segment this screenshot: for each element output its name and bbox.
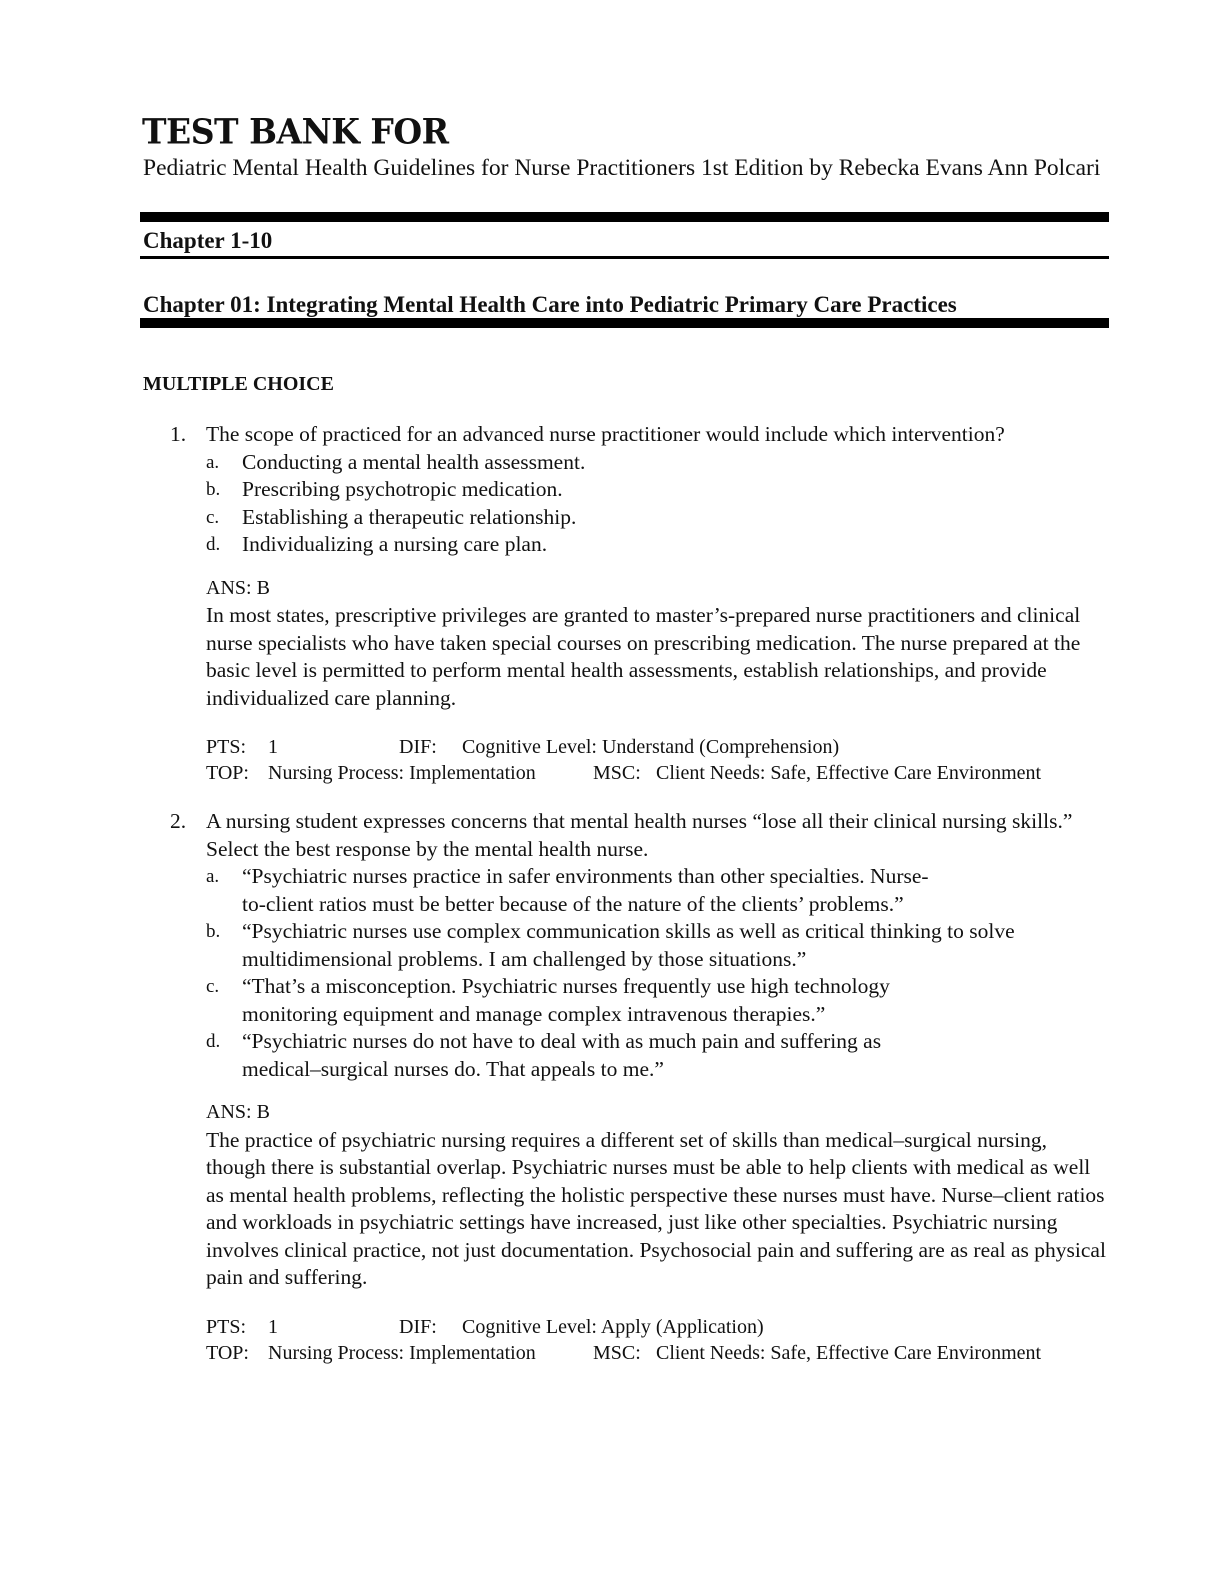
pts-value: 1 xyxy=(268,736,278,758)
chapter-title: Chapter 01: Integrating Mental Health Care into Pediatric Primary Care Practices xyxy=(143,292,957,317)
question-number: 2. xyxy=(170,809,187,833)
option-letter: b. xyxy=(206,479,221,500)
top-value: Nursing Process: Implementation xyxy=(268,762,536,784)
option-letter: b. xyxy=(206,921,221,942)
meta-row-2 xyxy=(206,1340,1110,1366)
dif-value: Cognitive Level: Apply (Application) xyxy=(462,1315,764,1338)
option-text: “Psychiatric nurses practice in safer environments than other specialties. Nurse-to-client ratios must be better because of the nature of the clients’ problems.” xyxy=(242,864,929,916)
chapter-rule xyxy=(140,318,1109,328)
option-letter: a. xyxy=(206,451,220,473)
question-metadata xyxy=(206,1314,1110,1366)
option-letter: d. xyxy=(206,1031,221,1052)
test-bank-title: TEST BANK FOR xyxy=(142,111,449,152)
option-letter: c. xyxy=(206,976,220,997)
question-text: The scope of practiced for an advanced nurse practitioner would include which intervention? xyxy=(206,422,1005,446)
option-text: Conducting a mental health assessment. xyxy=(242,449,586,474)
pts-label: PTS: xyxy=(206,1315,247,1338)
question-stem xyxy=(170,421,1110,449)
msc-value: Client Needs: Safe, Effective Care Environment xyxy=(656,762,1042,784)
pts-label: PTS: xyxy=(206,736,247,758)
thin-rule xyxy=(140,256,1109,259)
top-value: Nursing Process: Implementation xyxy=(268,1341,536,1364)
book-subtitle: Pediatric Mental Health Guidelines for Nurse Practitioners 1st Edition by Rebecka Evans Ann Polcari xyxy=(143,155,1101,181)
option-text: “That’s a misconception. Psychiatric nurses frequently use high technology monitoring equipment and manage complex intravenous therapies.” xyxy=(242,974,890,1026)
answer-line: ANS: B xyxy=(206,1101,270,1123)
pts-value: 1 xyxy=(268,1315,278,1338)
option-letter: d. xyxy=(206,534,221,555)
dif-label: DIF: xyxy=(399,1315,437,1338)
option-c xyxy=(206,504,1110,532)
msc-value: Client Needs: Safe, Effective Care Environment xyxy=(656,1341,1042,1364)
rationale: The practice of psychiatric nursing requires a different set of skills than medical–surgical nursing, though there is substantial overlap. Psychiatric nurses must be able to help clients with medical as well as mental health problems, reflecting the holistic perspective these nurses must have. Nurse–client ratios and workloads in psychiatric settings have increased, just like other specialties. Psychiatric nursing involves clinical practice, not just documentation. Psychosocial pain and suffering are as real as physical pain and suffering. xyxy=(206,1127,1106,1289)
option-c xyxy=(206,973,982,1028)
msc-label: MSC: xyxy=(593,762,641,784)
meta-row-1 xyxy=(206,734,1110,760)
option-a xyxy=(206,449,1110,477)
option-d xyxy=(206,531,1110,559)
top-label: TOP: xyxy=(206,762,249,784)
question-1 xyxy=(170,421,1110,786)
option-list xyxy=(170,449,1110,787)
option-list xyxy=(170,863,1110,1366)
option-d xyxy=(206,1028,962,1083)
option-text: “Psychiatric nurses use complex communication skills as well as critical thinking to solve multidimensional problems. I am challenged by those situations.” xyxy=(242,919,1015,971)
option-letter: c. xyxy=(206,506,220,528)
option-b xyxy=(206,476,1110,504)
option-text: “Psychiatric nurses do not have to deal with as much pain and suffering as medical–surgical nurses do. That appeals to me.” xyxy=(242,1029,882,1081)
chapter-range: Chapter 1-10 xyxy=(143,228,273,253)
section-heading: MULTIPLE CHOICE xyxy=(143,373,334,395)
meta-row-1 xyxy=(206,1314,1110,1340)
question-stem xyxy=(170,808,1110,863)
dif-value: Cognitive Level: Understand (Comprehension) xyxy=(462,736,840,758)
rationale: In most states, prescriptive privileges are granted to master’s-prepared nurse practitioners and clinical nurse specialists who have taken special courses on prescribing medication. The nurse prepared at the basic level is permitted to perform mental health assessments, establish relationships, and provide individualized care planning. xyxy=(206,603,1081,710)
thick-rule xyxy=(140,212,1109,222)
msc-label: MSC: xyxy=(593,1341,641,1364)
question-number: 1. xyxy=(170,422,187,446)
meta-row-2 xyxy=(206,760,1110,786)
option-text: Establishing a therapeutic relationship. xyxy=(242,504,577,529)
option-text: Individualizing a nursing care plan. xyxy=(242,532,548,556)
question-text: A nursing student expresses concerns that mental health nurses “lose all their clinical nursing skills.” Select the best response by the mental health nurse. xyxy=(206,809,1073,861)
question-2 xyxy=(170,808,1110,1366)
option-b xyxy=(206,918,1032,973)
answer-line: ANS: B xyxy=(206,576,270,599)
dif-label: DIF: xyxy=(399,736,437,758)
top-label: TOP: xyxy=(206,1341,249,1364)
option-text: Prescribing psychotropic medication. xyxy=(242,477,563,501)
question-metadata xyxy=(206,734,1110,786)
option-a xyxy=(206,863,942,918)
option-letter: a. xyxy=(206,866,220,887)
